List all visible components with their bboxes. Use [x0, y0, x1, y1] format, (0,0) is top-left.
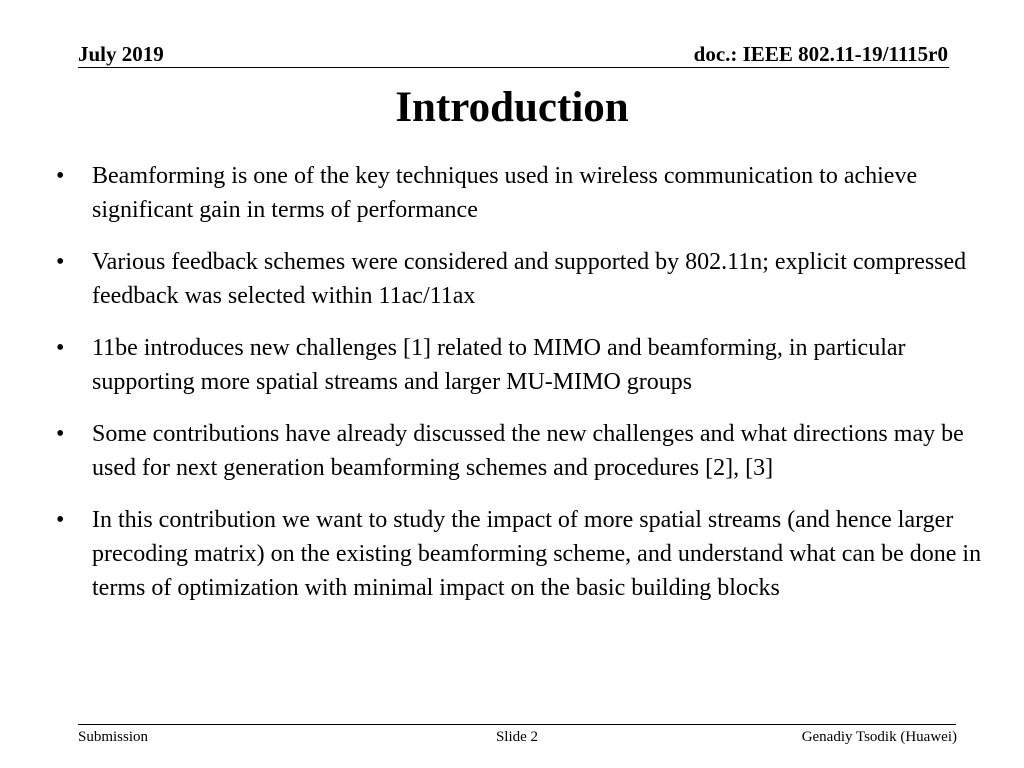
header-date: July 2019: [78, 42, 164, 66]
bullet-text: Some contributions have already discussed the new challenges and what directions may be used for next generation beamforming schemes and procedures [2], [3]: [92, 421, 964, 481]
bullet-marker: •: [56, 335, 65, 361]
bullet-item: [50, 417, 985, 485]
bullet-item: [50, 159, 985, 227]
bullet-text: Various feedback schemes were considered and supported by 802.11n; explicit compressed feedback was selected within 11ac/11ax: [92, 249, 967, 309]
bullet-text: 11be introduces new challenges [1] related to MIMO and beamforming, in particular supporting more spatial streams and larger MU-MIMO groups: [92, 335, 906, 395]
bullet-item: [50, 331, 985, 399]
bullet-text: Beamforming is one of the key techniques used in wireless communication to achieve significant gain in terms of performance: [92, 163, 918, 223]
footer-slide-number: Slide 2: [495, 729, 539, 745]
slide-title: Introduction: [395, 84, 629, 131]
header-divider: [78, 67, 949, 68]
bullet-marker: •: [56, 507, 65, 533]
footer-submission: Submission: [78, 729, 149, 745]
bullet-marker: •: [56, 421, 65, 447]
bullet-marker: •: [56, 163, 65, 189]
bullet-marker: •: [56, 249, 65, 275]
footer-author: Genadiy Tsodik (Huawei): [801, 729, 957, 745]
header-doc-id: doc.: IEEE 802.11-19/1115r0: [693, 42, 948, 66]
bullet-list: [50, 159, 985, 623]
bullet-text: In this contribution we want to study the impact of more spatial streams (and hence larger precoding matrix) on the existing beamforming scheme, and understand what can be done in terms of optimization with minimal impact on the basic building blocks: [92, 507, 982, 601]
bullet-item: [50, 503, 985, 605]
bullet-item: [50, 245, 985, 313]
footer-divider: [78, 724, 956, 725]
